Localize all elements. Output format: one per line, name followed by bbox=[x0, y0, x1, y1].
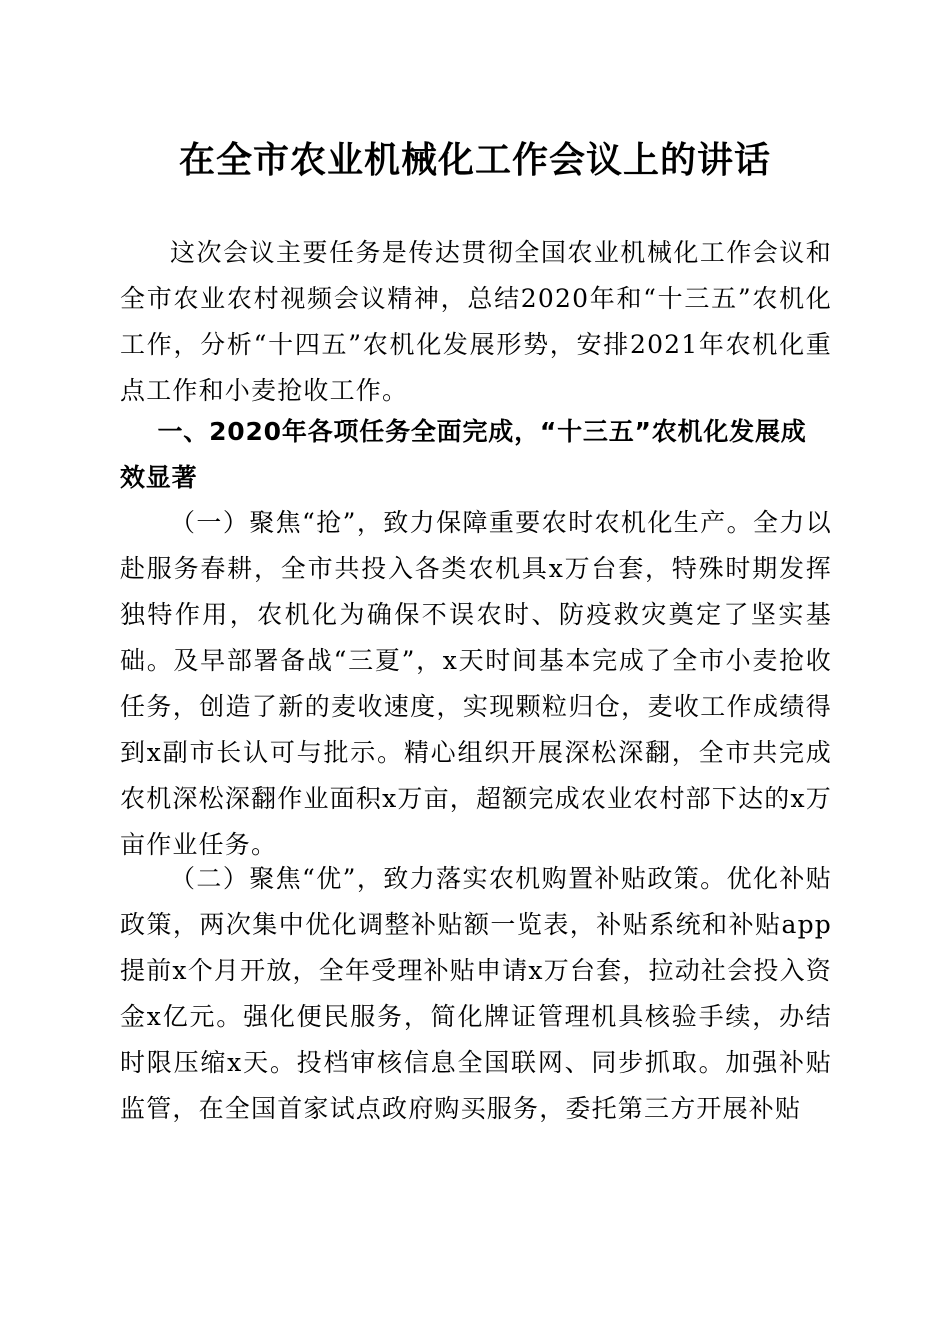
subsection-2-paragraph: （二）聚焦“优”，致力落实农机购置补贴政策。优化补贴政策，两次集中优化调整补贴额一览表，补贴系统和补贴app提前x个月开放，全年受理补贴申请x万台套，拉动社会投入资金x亿元。强化便民服务，简化牌证管理机具核验手续，办结时限压缩x天。投档审核信息全国联网、同步抓取。加强补贴监管，在全国首家试点政府购买服务，委托第三方开展补贴 bbox=[120, 864, 832, 1123]
document-title: 在全市农业机械化工作会议上的讲话 bbox=[178, 139, 771, 181]
section-heading-1: 一、2020年各项任务全面完成，“十三五”农机化发展成效显著 bbox=[120, 417, 807, 492]
intro-paragraph: 这次会议主要任务是传达贯彻全国农业机械化工作会议和全市农业农村视频会议精神，总结2020年和“十三五”农机化工作，分析“十四五”农机化发展形势，安排2021年农机化重点工作和小麦抢收工作。 bbox=[120, 238, 832, 405]
subsection-1-paragraph: （一）聚焦“抢”，致力保障重要农时农机化生产。全力以赴服务春耕，全市共投入各类农机具x万台套，特殊时期发挥独特作用，农机化为确保不误农时、防疫救灾奠定了坚实基础。及早部署备战“三夏”，x天时间基本完成了全市小麦抢收任务，创造了新的麦收速度，实现颗粒归仓，麦收工作成绩得到x副市长认可与批示。精心组织开展深松深翻，全市共完成农机深松深翻作业面积x万亩，超额完成农业农村部下达的x万亩作业任务。 bbox=[120, 508, 832, 859]
